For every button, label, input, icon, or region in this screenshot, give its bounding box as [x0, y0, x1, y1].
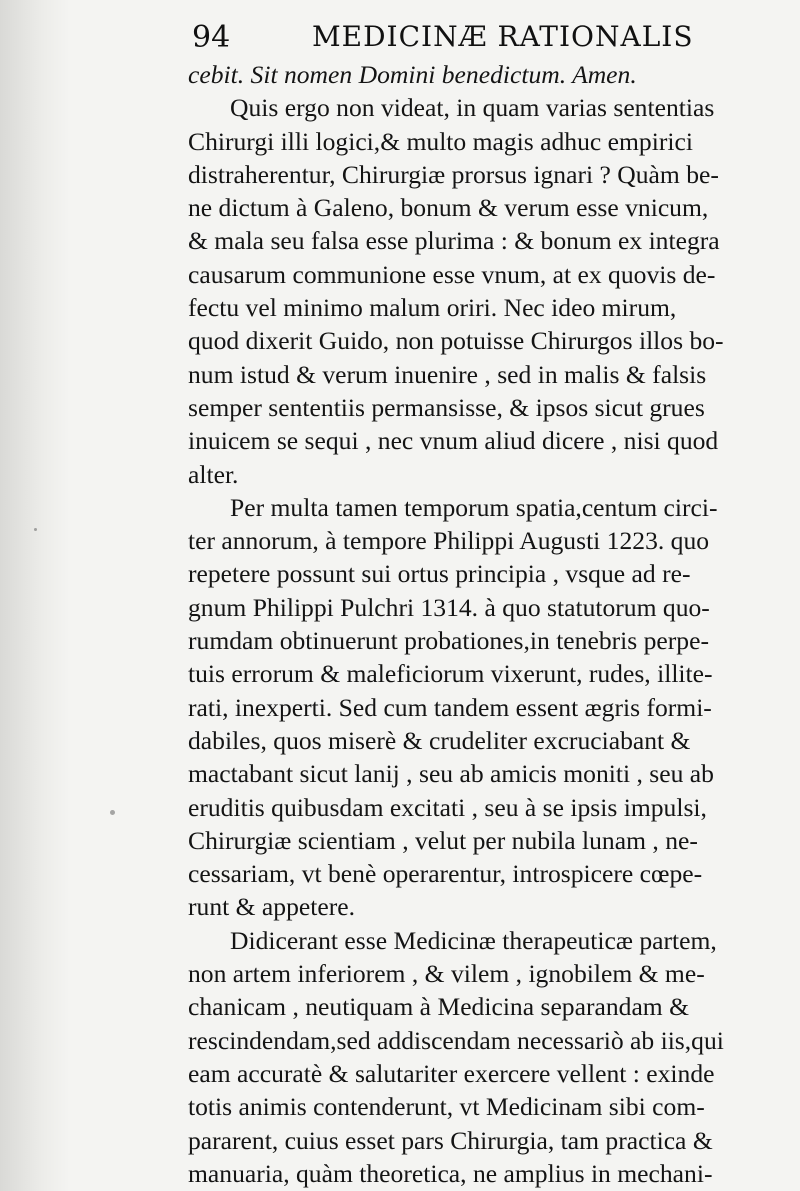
text-line: eam accuratè & salutariter exercere vellent : exinde: [188, 1058, 715, 1088]
text-line: num istud & verum inuenire , sed in malis & falsis: [188, 359, 707, 389]
text-line: Per multa tamen temporum spatia,centum circi-: [230, 492, 718, 522]
page-header: [192, 16, 792, 56]
body-text: [188, 58, 780, 1190]
text-line: alter.: [188, 459, 239, 489]
ink-speck: [34, 528, 37, 531]
text-line: Chirurgiæ scientiam , velut per nubila lunam , ne-: [188, 825, 698, 855]
running-title: MEDICINÆ RATIONALIS: [312, 20, 694, 53]
text-line: rumdam obtinuerunt probationes,in tenebris perpe-: [188, 626, 709, 656]
text-line: Quis ergo non videat, in quam varias sententias: [230, 93, 715, 123]
text-line: repetere possunt sui ortus principia , vsque ad re-: [188, 559, 691, 589]
ink-speck: [110, 810, 115, 815]
text-line: Chirurgi illi logici,& multo magis adhuc empirici: [188, 126, 693, 156]
text-line: cessariam, vt benè operarentur, introspicere cœpe-: [188, 859, 703, 889]
text-line: & mala seu falsa esse plurima : & bonum ex integra: [188, 226, 720, 256]
page-number: 94: [192, 20, 231, 55]
text-line: totis animis contenderunt, vt Medicinam sibi com-: [188, 1092, 705, 1122]
text-line: eruditis quibusdam excitati , seu à se ipsis impulsi,: [188, 792, 707, 822]
text-line: manuaria, quàm theoretica, ne amplius in mechani-: [188, 1158, 713, 1188]
text-line: dabiles, quos miserè & crudeliter excruciabant &: [188, 725, 691, 755]
text-line: quod dixerit Guido, non potuisse Chirurgos illos bo-: [188, 326, 724, 356]
text-line: mactabant sicut lanij , seu ab amicis moniti , seu ab: [188, 759, 714, 789]
text-line: semper sententiis permansisse, & ipsos sicut grues: [188, 392, 705, 422]
text-line: chanicam , neutiquam à Medicina separandam &: [188, 992, 690, 1022]
text-line: rati, inexperti. Sed cum tandem essent ægris formi-: [188, 692, 712, 722]
text-line: rescindendam,sed addiscendam necessariò ab iis,qui: [188, 1025, 724, 1055]
text-line: fectu vel minimo malum oriri. Nec ideo mirum,: [188, 293, 677, 323]
text-line: gnum Philippi Pulchri 1314. à quo statutorum quo-: [188, 592, 710, 622]
text-line: Didicerant esse Medicinæ therapeuticæ partem,: [230, 925, 717, 955]
text-line: ter annorum, à tempore Philippi Augusti 1223. quo: [188, 526, 710, 556]
page-gutter-shadow: [0, 0, 70, 1191]
text-line: distraherentur, Chirurgiæ prorsus ignari ? Quàm be-: [188, 159, 719, 189]
text-line: inuicem se sequi , nec vnum aliud dicere , nisi quod: [188, 426, 719, 456]
text-line: tuis errorum & maleficiorum vixerunt, rudes, illite-: [188, 659, 713, 689]
text-line: cebit. Sit nomen Domini benedictum. Amen.: [188, 60, 637, 89]
text-line: non artem inferiorem , & vilem , ignobilem & me-: [188, 959, 705, 989]
text-line: ne dictum à Galeno, bonum & verum esse vnicum,: [188, 193, 709, 223]
text-line: runt & appetere.: [188, 892, 355, 922]
text-line: causarum communione esse vnum, at ex quovis de-: [188, 259, 716, 289]
text-line: pararent, cuius esset pars Chirurgia, tam practica &: [188, 1125, 713, 1155]
